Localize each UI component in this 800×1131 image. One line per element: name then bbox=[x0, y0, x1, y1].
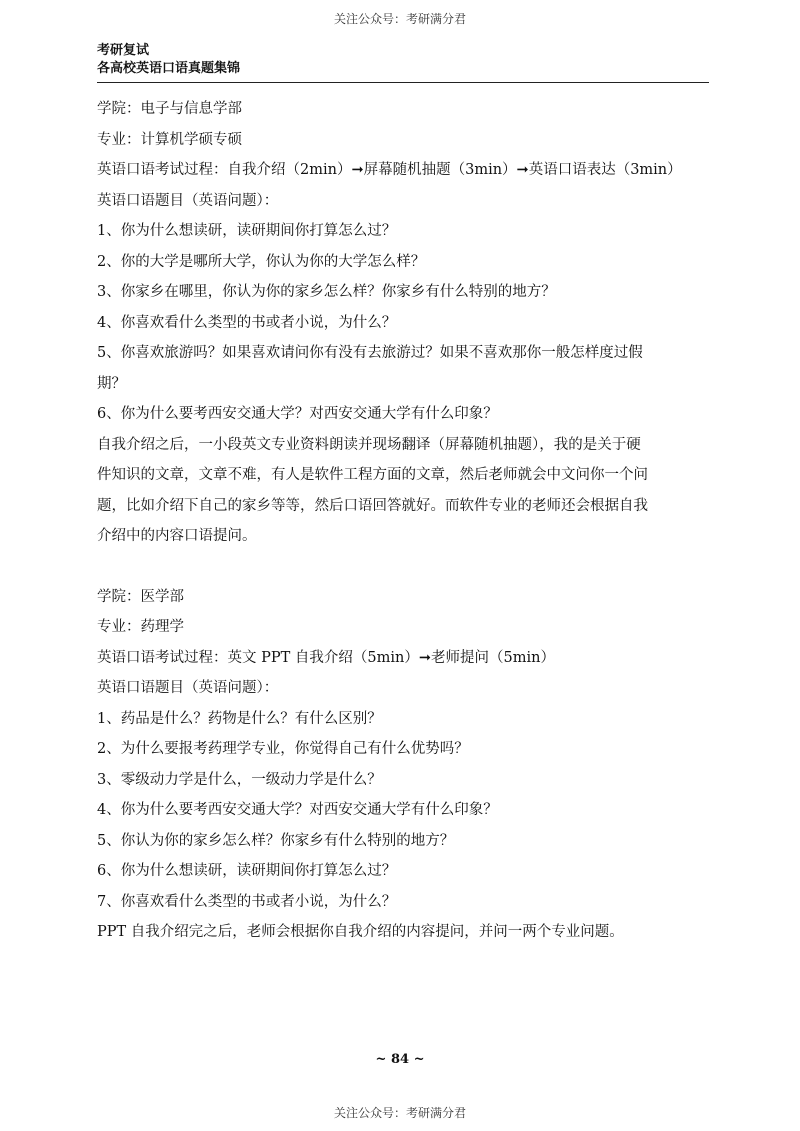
watermark-top: 关注公众号：考研满分君 bbox=[333, 12, 466, 26]
list-item: 6、你为什么想读研，读研期间你打算怎么过？ bbox=[97, 863, 397, 879]
section1-note-line: 自我介绍之后，一小段英文专业资料朗读并现场翻译（屏幕随机抽题），我的是关于硬 bbox=[97, 436, 641, 453]
section1-major: 专业：计算机学硕专硕 bbox=[97, 131, 242, 148]
section2-major: 专业：药理学 bbox=[97, 619, 184, 635]
list-item: 1、你为什么想读研，读研期间你打算怎么过？ bbox=[97, 223, 397, 239]
list-item: 4、你喜欢看什么类型的书或者小说，为什么？ bbox=[97, 314, 397, 331]
list-item: 7、你喜欢看什么类型的书或者小说，为什么？ bbox=[97, 893, 397, 910]
section1-questions-title: 英语口语题目（英语问题）： bbox=[97, 192, 279, 209]
list-item: 期？ bbox=[97, 375, 126, 392]
header-subtitle: 各高校英语口语真题集锦 bbox=[97, 61, 241, 76]
list-item: 2、为什么要报考药理学专业，你觉得自己有什么优势吗？ bbox=[97, 741, 469, 757]
section1-note-line: 题，比如介绍下自己的家乡等等，然后口语回答就好。而软件专业的老师还会根据自我 bbox=[97, 497, 648, 514]
watermark-bottom: 关注公众号：考研满分君 bbox=[333, 1106, 466, 1120]
section1-note-line: 介绍中的内容口语提问。 bbox=[97, 528, 257, 544]
list-item: 2、你的大学是哪所大学，你认为你的大学怎么样？ bbox=[97, 253, 426, 270]
list-item: 6、你为什么要考西安交通大学？对西安交通大学有什么印象？ bbox=[97, 406, 498, 422]
list-item: 5、你认为你的家乡怎么样？你家乡有什么特别的地方？ bbox=[97, 832, 455, 849]
list-item: 4、你为什么要考西安交通大学？对西安交通大学有什么印象？ bbox=[97, 802, 498, 818]
section-gap bbox=[97, 552, 707, 582]
list-item: 1、药品是什么？药物是什么？有什么区别？ bbox=[97, 710, 382, 727]
section1-note-line: 件知识的文章，文章不难，有人是软件工程方面的文章，然后老师就会中文问你一个问 bbox=[97, 467, 648, 483]
list-item: 3、零级动力学是什么，一级动力学是什么？ bbox=[97, 771, 382, 788]
header-title: 考研复试 bbox=[97, 43, 150, 58]
list-item: 5、你喜欢旅游吗？如果喜欢请问你有没有去旅游过？如果不喜欢那你一般怎样度过假 bbox=[97, 345, 643, 361]
section2-questions-title: 英语口语题目（英语问题）： bbox=[97, 680, 279, 696]
section2-note: PPT 自我介绍完之后，老师会根据你自我介绍的内容提问，并问一两个专业问题。 bbox=[97, 924, 624, 940]
section1-process: 英语口语考试过程：自我介绍（2min）➞屏幕随机抽题（3min）➞英语口语表达（3min） bbox=[97, 162, 682, 178]
page-number: ~ 84 ~ bbox=[375, 1052, 425, 1067]
header-divider bbox=[97, 82, 709, 83]
section2-process: 英语口语考试过程：英文 PPT 自我介绍（5min）➞老师提问（5min） bbox=[97, 649, 555, 666]
section2-school: 学院：医学部 bbox=[97, 588, 184, 605]
list-item: 3、你家乡在哪里，你认为你的家乡怎么样？你家乡有什么特别的地方？ bbox=[97, 284, 556, 300]
page-header bbox=[97, 42, 707, 78]
section1-school: 学院：电子与信息学部 bbox=[97, 101, 242, 117]
page-content bbox=[97, 94, 707, 948]
